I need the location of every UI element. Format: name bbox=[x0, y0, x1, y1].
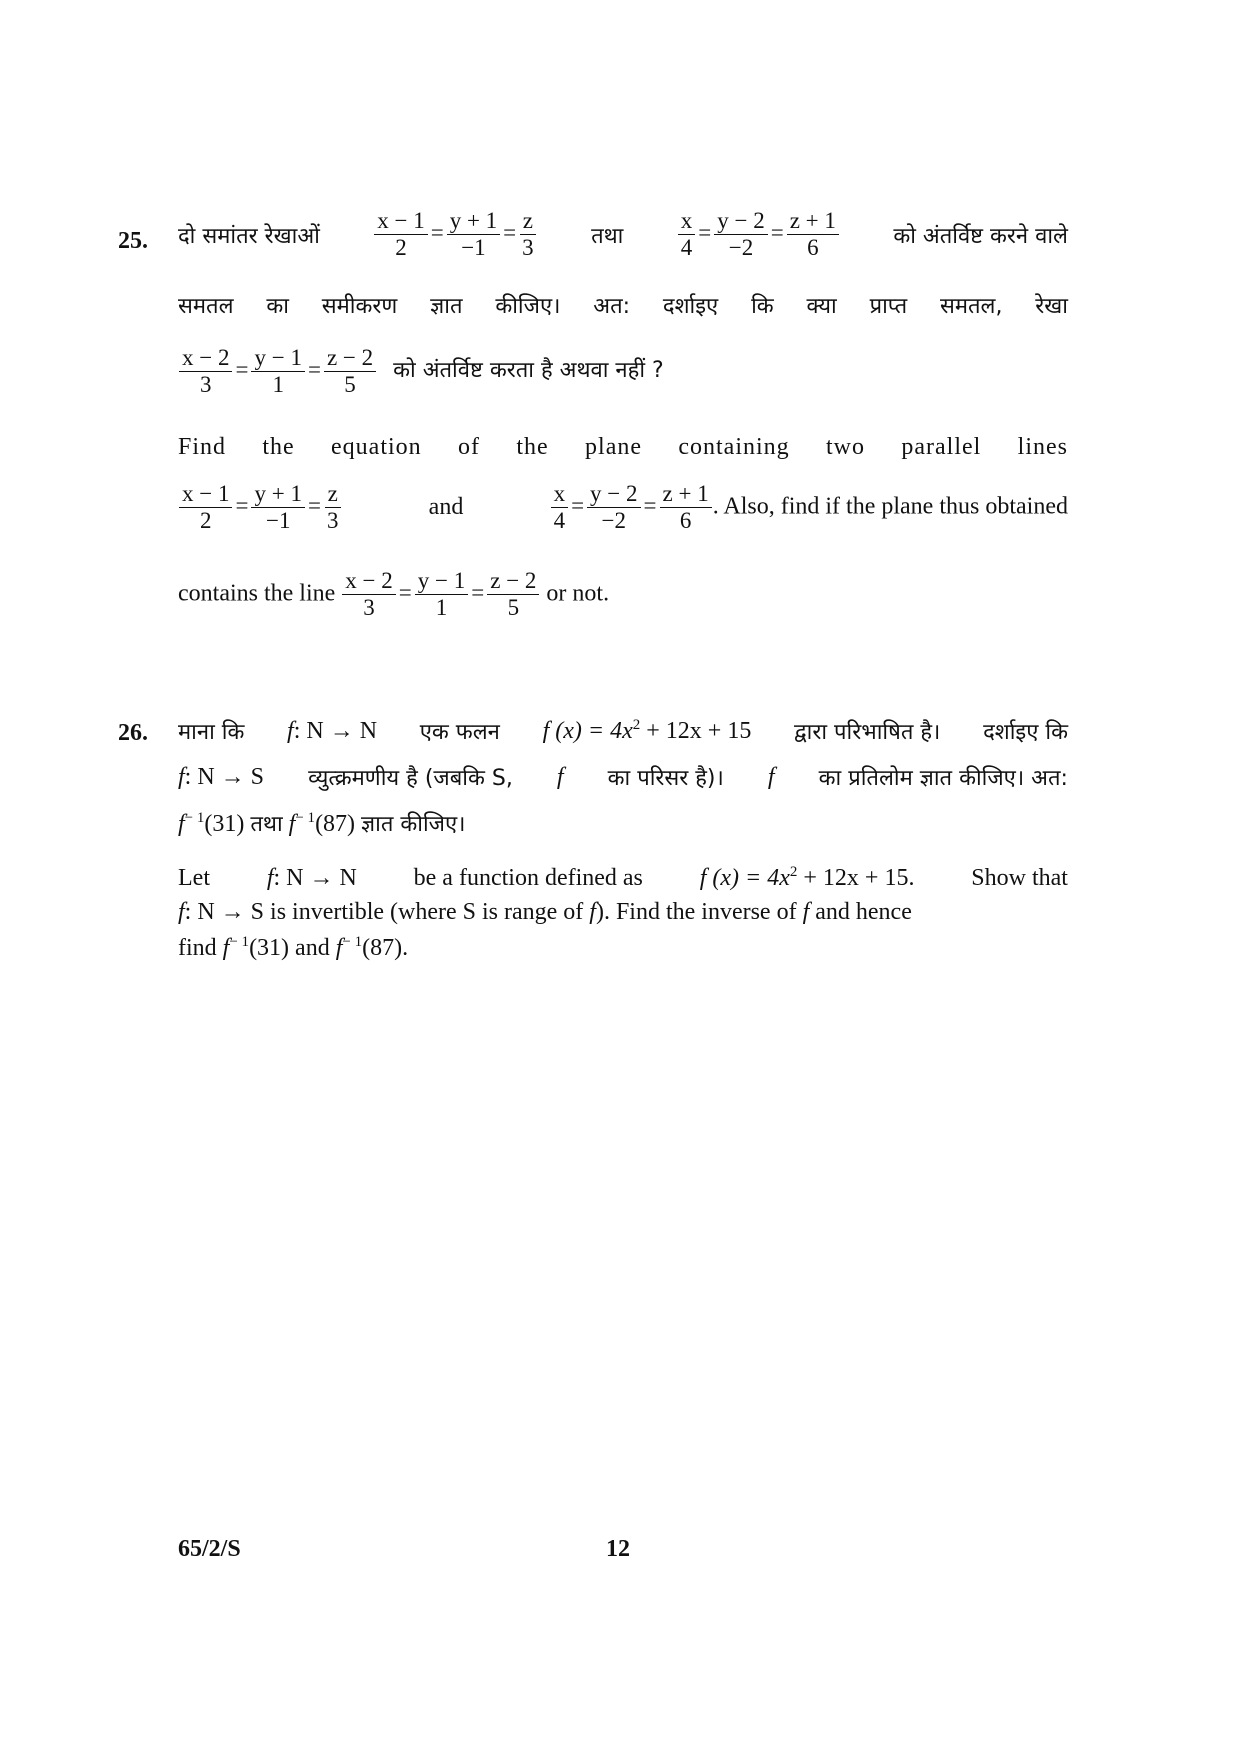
q25-en-l3-lead: contains the line bbox=[178, 580, 336, 607]
q25-en-line3-equation: $\frac{x - 2}{3}$ = $\frac{y - 1}{1}$ = $\frac{z - 2}{5}$ bbox=[341, 580, 546, 606]
q26-english-line-3 bbox=[178, 934, 1068, 962]
fraction: $\frac{z}{3}$ bbox=[324, 481, 342, 535]
q26-en-l1-a: Let bbox=[178, 864, 210, 891]
q25-en-line2-equation: $\frac{x}{4}$ = $\frac{y - 2}{-2}$ = $\frac{z + 1}{6}$ . Also, find if the plane thus obtained bbox=[550, 481, 1068, 535]
q25-en-line1-equation: $\frac{x - 1}{2}$ = $\frac{y + 1}{-1}$ = $\frac{z}{3}$ bbox=[178, 481, 342, 535]
q26-finv-31: $f^{- 1}(31)$ bbox=[178, 810, 245, 837]
fraction: $\frac{z - 2}{5}$ bbox=[324, 345, 376, 399]
q25-hindi-line-2: समतल का समीकरण ज्ञात कीजिए। अत: दर्शाइए कि क्या प्राप्त समतल, रेखा bbox=[178, 294, 1068, 319]
q26-hi-l3-mid: तथा bbox=[250, 812, 283, 837]
q26-f-symbol: f bbox=[589, 899, 596, 925]
fraction: $\frac{z - 2}{5}$ bbox=[487, 568, 539, 622]
q26-english-line-1 bbox=[178, 864, 1068, 892]
fraction: $\frac{z + 1}{6}$ bbox=[787, 208, 839, 262]
q26-f-symbol: f bbox=[802, 899, 810, 925]
q26-function-def: f $(x) = 4x^2 + 12x + 15$ bbox=[542, 717, 752, 744]
q26-map-nn: f: N → N bbox=[287, 717, 378, 744]
q25-english-line-2 bbox=[178, 481, 1068, 535]
fraction: $\frac{x - 1}{2}$ bbox=[179, 481, 232, 535]
q25-hindi-line-1 bbox=[178, 208, 1068, 262]
q26-hindi-line-2 bbox=[178, 762, 1068, 792]
q26-hi-l2-b: का परिसर है)। bbox=[607, 766, 724, 791]
fraction: $\frac{y - 2}{-2}$ bbox=[587, 481, 640, 535]
q26-map-ns: f: N → S bbox=[178, 763, 265, 790]
q26-en-l1-c: Show that bbox=[971, 864, 1068, 891]
q25-en-and: and bbox=[428, 494, 464, 521]
fraction: $\frac{y - 2}{-2}$ bbox=[714, 208, 767, 262]
fraction: $\frac{x - 2}{3}$ bbox=[342, 568, 395, 622]
q26-hi-l3-tail: ज्ञात कीजिए। bbox=[361, 812, 466, 837]
fraction: $\frac{z}{3}$ bbox=[519, 208, 537, 262]
q26-hi-l1-c: द्वारा परिभाषित है। bbox=[794, 720, 941, 745]
question-26-number: 26. bbox=[118, 720, 148, 746]
q26-en-finv-87: $f^{- 1}(87)$. bbox=[335, 934, 409, 961]
question-25-number: 25. bbox=[118, 228, 148, 254]
q26-hindi-line-1 bbox=[178, 716, 1068, 746]
fraction: $\frac{x}{4}$ bbox=[551, 481, 569, 535]
q26-f-symbol: f bbox=[767, 763, 775, 790]
q25-hindi-line-3 bbox=[178, 345, 1068, 399]
q25-line1-equation: $\frac{x - 1}{2}$ = $\frac{y + 1}{-1}$ = $\frac{z}{3}$ bbox=[373, 208, 537, 262]
q26-f-symbol: f bbox=[556, 763, 564, 790]
q26-en-l3-a: find bbox=[178, 935, 217, 961]
q25-line3-equation: $\frac{x - 2}{3}$ = $\frac{y - 1}{1}$ = $\frac{z - 2}{5}$ bbox=[178, 357, 383, 383]
q26-hi-l1-b: एक फलन bbox=[419, 720, 500, 745]
q25-english-line-3 bbox=[178, 568, 1068, 622]
q26-hi-l2-c: का प्रतिलोम ज्ञात कीजिए। अत: bbox=[818, 766, 1068, 791]
q26-english-line-2 bbox=[178, 899, 1068, 926]
fraction: $\frac{x - 2}{3}$ bbox=[179, 345, 232, 399]
q25-line2-equation: $\frac{x}{4}$ = $\frac{y - 2}{-2}$ = $\frac{z + 1}{6}$ bbox=[677, 208, 840, 262]
q26-hi-l1-a: माना कि bbox=[178, 720, 245, 745]
q25-hi-l3-tail: को अंतर्विष्ट करता है अथवा नहीं ? bbox=[393, 358, 664, 384]
fraction: $\frac{y - 1}{1}$ bbox=[251, 345, 304, 399]
q26-hindi-line-3 bbox=[178, 808, 1068, 838]
q25-hi-tail: को अंतर्विष्ट करने वाले bbox=[893, 223, 1068, 249]
q25-en-l3-tail: or not. bbox=[546, 580, 610, 607]
paper-code: 65/2/S bbox=[178, 1536, 241, 1562]
q26-en-map-ns: f: N → S bbox=[178, 899, 265, 925]
q26-hi-l1-d: दर्शाइए कि bbox=[983, 720, 1068, 745]
fraction: $\frac{x - 1}{2}$ bbox=[374, 208, 427, 262]
fraction: $\frac{x}{4}$ bbox=[678, 208, 696, 262]
q26-en-l2-a: is invertible (where S is range of bbox=[270, 899, 584, 925]
q26-en-map-nn: f: N → N bbox=[266, 864, 357, 891]
q26-hi-l2-a: व्युत्क्रमणीय है (जबकि S, bbox=[308, 766, 513, 791]
q25-en-l2-tail: . Also, find if the plane thus obtained bbox=[712, 493, 1068, 520]
q26-en-l1-b: be a function defined as bbox=[413, 864, 643, 891]
page-number: 12 bbox=[606, 1536, 630, 1562]
fraction: $\frac{y - 1}{1}$ bbox=[415, 568, 468, 622]
q26-en-l2-c: and hence bbox=[815, 899, 912, 925]
q26-en-l3-b: and bbox=[295, 935, 330, 961]
fraction: $\frac{y + 1}{-1}$ bbox=[251, 481, 304, 535]
q26-en-function-def: f $(x) = 4x^2 + 12x + 15$. bbox=[699, 864, 915, 891]
fraction: $\frac{y + 1}{-1}$ bbox=[447, 208, 500, 262]
q25-hi-mid: तथा bbox=[591, 223, 624, 249]
q26-en-finv-31: $f^{- 1}(31)$ bbox=[222, 934, 290, 961]
q25-hi-lead: दो समांतर रेखाओं bbox=[178, 223, 320, 249]
q25-english-line-1: Find the equation of the plane containing two parallel lines bbox=[178, 434, 1068, 460]
fraction: $\frac{z + 1}{6}$ bbox=[660, 481, 712, 535]
q26-finv-87: $f^{- 1}(87)$ bbox=[288, 810, 356, 837]
q26-en-l2-b: ). Find the inverse of bbox=[595, 899, 797, 925]
